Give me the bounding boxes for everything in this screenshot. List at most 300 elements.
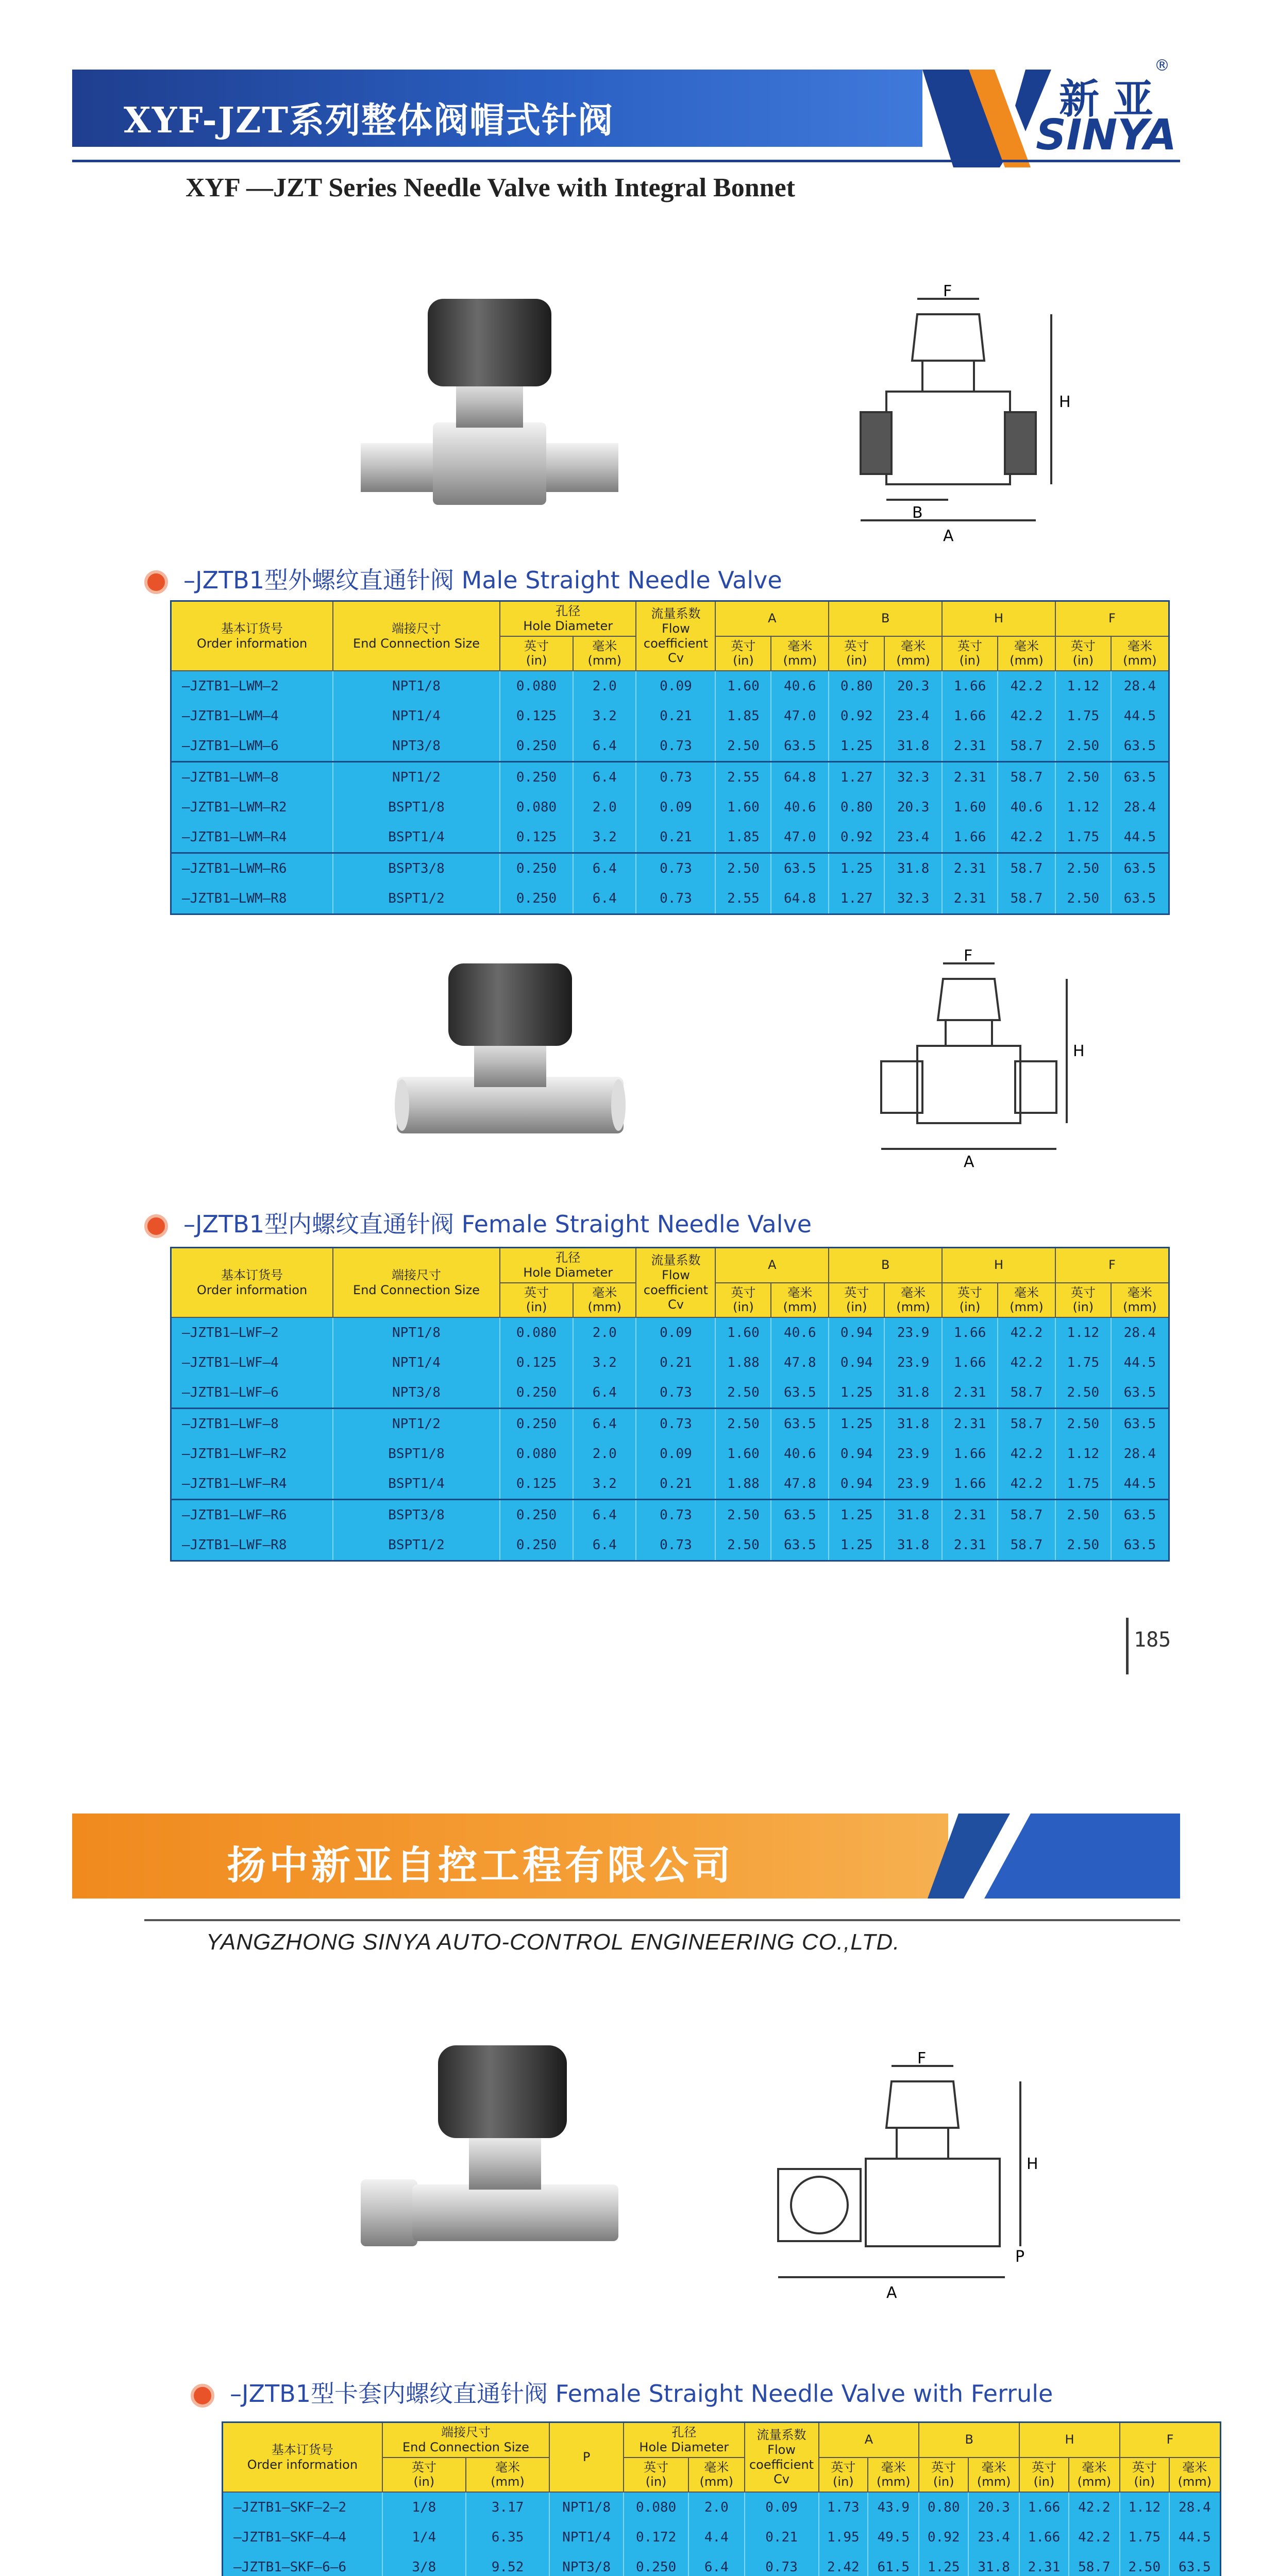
table-cell: 1.25 (829, 853, 884, 884)
table-cell: 1.12 (1055, 1317, 1111, 1348)
table-cell: 0.92 (919, 2522, 968, 2552)
table-cell: BSPT1/4 (333, 822, 500, 853)
table-cell: 63.5 (1111, 1378, 1169, 1409)
table-cell: 6.4 (573, 853, 636, 884)
table-cell: 2.50 (1055, 884, 1111, 914)
table-cell: 0.080 (500, 671, 573, 701)
sub-in: 英寸 (in) (624, 2458, 688, 2493)
sub-mm: 毫米 (mm) (573, 636, 636, 671)
table-cell: 1.66 (942, 822, 998, 853)
table-cell: 63.5 (771, 1409, 829, 1439)
table-cell: 2.50 (715, 1530, 771, 1561)
sub-mm: 毫米 (mm) (1069, 2458, 1120, 2493)
table-cell: 2.50 (1055, 1500, 1111, 1531)
table-cell: 0.250 (500, 1378, 573, 1409)
table-cell: 2.0 (573, 1439, 636, 1469)
table-cell: 1.12 (1055, 792, 1111, 822)
table-row (171, 762, 1169, 793)
table-row (171, 1317, 1169, 1348)
table-cell: 0.73 (636, 1409, 715, 1439)
table-cell: 44.5 (1169, 2522, 1221, 2552)
sub-mm: 毫米 (mm) (884, 1283, 942, 1318)
order-code-cell: –JZTB1–LWM–R4 (171, 822, 333, 853)
table-row (223, 2492, 1221, 2522)
table-cell: 63.5 (771, 731, 829, 762)
table-cell: 2.31 (942, 853, 998, 884)
sub-mm: 毫米 (mm) (968, 2458, 1019, 2493)
table-cell: 20.3 (884, 792, 942, 822)
table-row (171, 792, 1169, 822)
table-cell: 0.21 (745, 2522, 819, 2552)
table-cell: NPT1/8 (549, 2492, 624, 2522)
sub-mm: 毫米 (mm) (1111, 1283, 1169, 1318)
table-cell: 0.09 (745, 2492, 819, 2522)
table-cell: 0.73 (636, 884, 715, 914)
table-cell: 0.21 (636, 1348, 715, 1378)
bullet-icon (144, 1214, 168, 1238)
table-cell: NPT1/8 (333, 1317, 500, 1348)
table-cell: BSPT1/2 (333, 1530, 500, 1561)
col-cv: 流量系数 Flow coefficient Cv (636, 1248, 715, 1318)
table-cell: 23.4 (968, 2522, 1019, 2552)
logo-text-en: SINYA (1036, 111, 1177, 160)
table-cell: 32.3 (884, 884, 942, 914)
col-b: B (829, 1248, 942, 1283)
table-cell: 63.5 (1111, 884, 1169, 914)
table-cell: 0.94 (829, 1469, 884, 1500)
order-code-cell: –JZTB1–LWM–R2 (171, 792, 333, 822)
table-cell: 6.35 (466, 2522, 549, 2552)
header-rule (72, 160, 1180, 162)
table-cell: 0.73 (636, 853, 715, 884)
order-code-cell: –JZTB1–LWF–R4 (171, 1469, 333, 1500)
table-cell: 0.125 (500, 822, 573, 853)
male-valve-drawing (855, 282, 1092, 556)
table-cell: 63.5 (771, 1530, 829, 1561)
table-cell: 44.5 (1111, 701, 1169, 731)
table-cell: 20.3 (968, 2492, 1019, 2522)
table-cell: 28.4 (1111, 671, 1169, 701)
spec-table-female (170, 1247, 1170, 1562)
table-cell: 2.42 (819, 2552, 868, 2576)
table-cell: 58.7 (998, 1500, 1055, 1531)
table-cell: 0.09 (636, 1439, 715, 1469)
table-cell: 42.2 (998, 671, 1055, 701)
col-cv: 流量系数 Flow coefficient Cv (636, 601, 715, 671)
col-end-size: 端接尺寸 End Connection Size (382, 2422, 549, 2458)
bullet-icon (144, 570, 168, 594)
table-cell: 58.7 (998, 1530, 1055, 1561)
table-cell: 0.73 (636, 1530, 715, 1561)
dim-label-a: A (964, 1153, 974, 1171)
table-cell: 2.50 (715, 1378, 771, 1409)
table-row (171, 701, 1169, 731)
table-row (171, 822, 1169, 853)
table-cell: 0.73 (745, 2552, 819, 2576)
table-cell: 0.080 (500, 1439, 573, 1469)
table-cell: 2.55 (715, 884, 771, 914)
table-cell: 47.0 (771, 822, 829, 853)
table-cell: 40.6 (771, 671, 829, 701)
col-h: H (942, 1248, 1055, 1283)
table-cell: 1.66 (942, 671, 998, 701)
table-cell: 0.125 (500, 1348, 573, 1378)
table-cell: BSPT1/4 (333, 1469, 500, 1500)
sub-in: 英寸 (in) (715, 1283, 771, 1318)
dim-label-f: F (964, 947, 973, 965)
sub-in: 英寸 (in) (1120, 2458, 1169, 2493)
table-cell: 1/8 (382, 2492, 466, 2522)
table-cell: 0.09 (636, 792, 715, 822)
table-cell: 63.5 (771, 853, 829, 884)
order-code-cell: –JZTB1–SKF–4–4 (223, 2522, 382, 2552)
table-cell: 1.12 (1055, 671, 1111, 701)
table-cell: 1.60 (715, 671, 771, 701)
order-code-cell: –JZTB1–LWF–R2 (171, 1439, 333, 1469)
sub-in: 英寸 (in) (715, 636, 771, 671)
order-code-cell: –JZTB1–LWM–R6 (171, 853, 333, 884)
table-cell: 44.5 (1111, 822, 1169, 853)
table-row (171, 853, 1169, 884)
table-cell: 31.8 (884, 853, 942, 884)
table-cell: 1.25 (829, 1378, 884, 1409)
col-h: H (1019, 2422, 1120, 2458)
sub-in: 英寸 (in) (819, 2458, 868, 2493)
table-cell: 4.4 (688, 2522, 744, 2552)
table-cell: 31.8 (968, 2552, 1019, 2576)
table-cell: BSPT1/8 (333, 1439, 500, 1469)
table-cell: 42.2 (998, 1469, 1055, 1500)
table-row (171, 1469, 1169, 1500)
table-cell: 1.75 (1055, 701, 1111, 731)
table-cell: 2.0 (573, 792, 636, 822)
section-heading-ferrule: –JZTB1型卡套内螺纹直通针阀 Female Straight Needle Valve with Ferrule (191, 2375, 1053, 2409)
table-cell: NPT3/8 (333, 1378, 500, 1409)
table-cell: 2.0 (573, 671, 636, 701)
company-name-cn: 扬中新亚自控工程有限公司 (227, 1842, 734, 1888)
table-cell: 63.5 (1111, 731, 1169, 762)
table-cell: 58.7 (998, 1378, 1055, 1409)
bullet-icon (191, 2384, 214, 2408)
sub-mm: 毫米 (mm) (868, 2458, 919, 2493)
ferrule-valve-photo (356, 2040, 624, 2267)
table-cell: 6.4 (573, 1378, 636, 1409)
table-cell: 1.60 (715, 1439, 771, 1469)
order-code-cell: –JZTB1–LWF–6 (171, 1378, 333, 1409)
section-heading-female: –JZTB1型内螺纹直通针阀 Female Straight Needle Valve (144, 1206, 812, 1240)
table-cell: NPT1/2 (333, 762, 500, 793)
table-cell: 1.27 (829, 762, 884, 793)
table-cell: 2.50 (1055, 1530, 1111, 1561)
table-cell: 0.94 (829, 1348, 884, 1378)
table-cell: 31.8 (884, 1530, 942, 1561)
table-cell: 49.5 (868, 2522, 919, 2552)
table-row (171, 1439, 1169, 1469)
table-cell: 0.09 (636, 671, 715, 701)
col-h: H (942, 601, 1055, 636)
company-rule (144, 1919, 1180, 1921)
dim-label-h: H (1027, 2155, 1038, 2173)
table-cell: 1.25 (829, 731, 884, 762)
table-cell: 0.250 (500, 731, 573, 762)
order-code-cell: –JZTB1–LWF–8 (171, 1409, 333, 1439)
col-hole: 孔径 Hole Diameter (500, 1248, 636, 1283)
table-cell: 0.250 (500, 1530, 573, 1561)
sub-mm: 毫米 (mm) (998, 1283, 1055, 1318)
dim-label-b: B (912, 504, 923, 522)
col-b: B (829, 601, 942, 636)
page-number: 185 (1134, 1628, 1171, 1652)
female-valve-drawing (871, 947, 1087, 1171)
table-cell: 3.2 (573, 1469, 636, 1500)
order-code-cell: –JZTB1–LWM–8 (171, 762, 333, 793)
table-cell: 1.25 (829, 1500, 884, 1531)
table-cell: 1.60 (715, 792, 771, 822)
table-cell: 0.250 (624, 2552, 688, 2576)
table-cell: 23.4 (884, 701, 942, 731)
logo-text-cn: 新 亚 (1059, 76, 1154, 123)
company-name-en: YANGZHONG SINYA AUTO-CONTROL ENGINEERING CO.,LTD. (206, 1929, 900, 1955)
table-cell: 0.73 (636, 762, 715, 793)
table-cell: 2.50 (715, 853, 771, 884)
page-title-cn: XYF-JZT系列整体阀帽式针阀 (124, 100, 614, 141)
table-cell: 1.66 (942, 1348, 998, 1378)
table-cell: 2.31 (942, 731, 998, 762)
table-cell: 28.4 (1111, 792, 1169, 822)
table-cell: 6.4 (573, 1500, 636, 1531)
table-cell: 2.31 (942, 1378, 998, 1409)
table-cell: 0.73 (636, 1378, 715, 1409)
table-cell: 61.5 (868, 2552, 919, 2576)
table-row (171, 884, 1169, 914)
table-cell: 2.0 (688, 2492, 744, 2522)
table-cell: 64.8 (771, 884, 829, 914)
col-f: F (1055, 1248, 1169, 1283)
table-cell: 2.0 (573, 1317, 636, 1348)
table-cell: 2.50 (1055, 731, 1111, 762)
table-cell: 2.31 (942, 1530, 998, 1561)
dim-label-p: P (1015, 2248, 1025, 2266)
dim-label-f: F (943, 282, 952, 300)
table-cell: 0.21 (636, 701, 715, 731)
table-cell: 1.66 (942, 1469, 998, 1500)
dim-label-h: H (1073, 1042, 1085, 1060)
table-cell: 63.5 (1111, 1530, 1169, 1561)
col-cv: 流量系数 Flow coefficient Cv (745, 2422, 819, 2493)
sub-mm: 毫米 (mm) (1111, 636, 1169, 671)
table-cell: BSPT1/8 (333, 792, 500, 822)
table-cell: NPT1/8 (333, 671, 500, 701)
table-cell: 23.4 (884, 822, 942, 853)
banner-stripes (928, 1814, 1180, 1899)
col-p: P (549, 2422, 624, 2493)
sub-mm: 毫米 (mm) (688, 2458, 744, 2493)
table-cell: 1.75 (1055, 1348, 1111, 1378)
table-cell: 0.080 (500, 792, 573, 822)
table-row (223, 2552, 1221, 2576)
table-cell: NPT1/2 (333, 1409, 500, 1439)
table-row (171, 1348, 1169, 1378)
table-cell: 1.66 (942, 1317, 998, 1348)
sub-mm: 毫米 (mm) (771, 636, 829, 671)
sub-in: 英寸 (in) (829, 636, 884, 671)
page-number-bar (1126, 1618, 1129, 1674)
table-cell: 43.9 (868, 2492, 919, 2522)
table-cell: 1.85 (715, 822, 771, 853)
table-cell: 58.7 (998, 762, 1055, 793)
order-code-cell: –JZTB1–LWM–6 (171, 731, 333, 762)
table-cell: 2.50 (715, 731, 771, 762)
col-b: B (919, 2422, 1019, 2458)
table-cell: 1.27 (829, 884, 884, 914)
table-cell: 0.73 (636, 731, 715, 762)
sub-in: 英寸 (in) (919, 2458, 968, 2493)
table-cell: 0.250 (500, 1409, 573, 1439)
col-f: F (1055, 601, 1169, 636)
order-code-cell: –JZTB1–LWF–R8 (171, 1530, 333, 1561)
col-order: 基本订货号 Order information (171, 1248, 333, 1318)
table-cell: 1.66 (1019, 2492, 1069, 2522)
table-cell: 42.2 (1069, 2492, 1120, 2522)
sub-in: 英寸 (in) (829, 1283, 884, 1318)
table-cell: NPT1/4 (549, 2522, 624, 2552)
table-cell: 1.85 (715, 701, 771, 731)
table-cell: 2.50 (715, 1409, 771, 1439)
table-cell: 63.5 (771, 1500, 829, 1531)
table-cell: 42.2 (998, 1348, 1055, 1378)
col-end-size: 端接尺寸 End Connection Size (333, 1248, 500, 1318)
order-code-cell: –JZTB1–LWF–4 (171, 1348, 333, 1378)
table-cell: 42.2 (998, 701, 1055, 731)
table-cell: 63.5 (1111, 1500, 1169, 1531)
table-cell: 2.31 (942, 884, 998, 914)
table-cell: 3.2 (573, 1348, 636, 1378)
table-cell: 0.92 (829, 701, 884, 731)
table-cell: 1.75 (1120, 2522, 1169, 2552)
col-a: A (819, 2422, 919, 2458)
sub-mm: 毫米 (mm) (771, 1283, 829, 1318)
table-cell: 63.5 (1111, 1409, 1169, 1439)
table-cell: 0.21 (636, 822, 715, 853)
table-cell: 1.12 (1120, 2492, 1169, 2522)
table-cell: 2.50 (1055, 1378, 1111, 1409)
sub-mm: 毫米 (mm) (1169, 2458, 1221, 2493)
table-cell: 1.66 (1019, 2522, 1069, 2552)
table-cell: 6.4 (573, 762, 636, 793)
table-cell: 1.88 (715, 1348, 771, 1378)
table-cell: 0.94 (829, 1317, 884, 1348)
table-cell: 0.250 (500, 762, 573, 793)
sub-in: 英寸 (in) (942, 1283, 998, 1318)
dim-label-h: H (1059, 393, 1071, 411)
table-cell: 3/8 (382, 2552, 466, 2576)
table-cell: 23.9 (884, 1439, 942, 1469)
ferrule-valve-drawing (763, 2049, 1082, 2313)
order-code-cell: –JZTB1–LWF–2 (171, 1317, 333, 1348)
table-cell: 28.4 (1111, 1439, 1169, 1469)
table-cell: 42.2 (1069, 2522, 1120, 2552)
table-cell: 23.9 (884, 1317, 942, 1348)
col-hole: 孔径 Hole Diameter (624, 2422, 744, 2458)
table-cell: 0.172 (624, 2522, 688, 2552)
table-cell: BSPT3/8 (333, 1500, 500, 1531)
table-cell: NPT3/8 (333, 731, 500, 762)
table-cell: 0.80 (919, 2492, 968, 2522)
sub-in: 英寸 (in) (1055, 636, 1111, 671)
table-cell: 2.50 (1055, 853, 1111, 884)
table-cell: 1.66 (942, 701, 998, 731)
table-cell: 1.75 (1055, 822, 1111, 853)
table-cell: 1.25 (919, 2552, 968, 2576)
order-code-cell: –JZTB1–LWM–R8 (171, 884, 333, 914)
table-cell: 0.125 (500, 701, 573, 731)
table-cell: 1.73 (819, 2492, 868, 2522)
table-cell: 0.92 (829, 822, 884, 853)
table-cell: 31.8 (884, 1409, 942, 1439)
table-row (171, 731, 1169, 762)
table-cell: 2.31 (942, 762, 998, 793)
sub-in: 英寸 (in) (500, 1283, 573, 1318)
table-cell: 1/4 (382, 2522, 466, 2552)
section-heading-male: –JZTB1型外螺纹直通针阀 Male Straight Needle Valve (144, 562, 782, 596)
spec-table-male (170, 600, 1170, 915)
table-cell: 2.31 (1019, 2552, 1069, 2576)
col-order: 基本订货号 Order information (171, 601, 333, 671)
sub-in: 英寸 (in) (1019, 2458, 1069, 2493)
col-end-size: 端接尺寸 End Connection Size (333, 601, 500, 671)
table-cell: 23.9 (884, 1469, 942, 1500)
sub-mm: 毫米 (mm) (466, 2458, 549, 2493)
table-cell: 0.73 (636, 1500, 715, 1531)
table-cell: 1.25 (829, 1409, 884, 1439)
table-cell: 40.6 (998, 792, 1055, 822)
table-cell: 42.2 (998, 822, 1055, 853)
sub-in: 英寸 (in) (942, 636, 998, 671)
table-cell: 58.7 (1069, 2552, 1120, 2576)
order-code-cell: –JZTB1–LWM–2 (171, 671, 333, 701)
table-cell: 2.50 (1120, 2552, 1169, 2576)
table-cell: 32.3 (884, 762, 942, 793)
table-cell: 0.080 (500, 1317, 573, 1348)
table-cell: 44.5 (1111, 1348, 1169, 1378)
table-cell: 1.75 (1055, 1469, 1111, 1500)
table-cell: 28.4 (1169, 2492, 1221, 2522)
table-cell: 2.31 (942, 1409, 998, 1439)
male-valve-photo (356, 289, 624, 510)
registered-mark: ® (1154, 57, 1170, 75)
order-code-cell: –JZTB1–LWM–4 (171, 701, 333, 731)
table-cell: 0.09 (636, 1317, 715, 1348)
table-cell: 3.2 (573, 822, 636, 853)
order-code-cell: –JZTB1–LWF–R6 (171, 1500, 333, 1531)
table-cell: 6.4 (573, 884, 636, 914)
table-cell: 64.8 (771, 762, 829, 793)
table-cell: 47.8 (771, 1348, 829, 1378)
table-cell: 0.250 (500, 1500, 573, 1531)
table-cell: NPT1/4 (333, 1348, 500, 1378)
table-cell: 40.6 (771, 1439, 829, 1469)
order-code-cell: –JZTB1–SKF–2–2 (223, 2492, 382, 2522)
table-cell: 63.5 (1111, 853, 1169, 884)
table-cell: 3.17 (466, 2492, 549, 2522)
table-cell: BSPT3/8 (333, 853, 500, 884)
spec-table-ferrule (222, 2421, 1221, 2576)
table-row (171, 1409, 1169, 1439)
table-cell: NPT3/8 (549, 2552, 624, 2576)
table-cell: 2.50 (1055, 762, 1111, 793)
table-row (171, 1530, 1169, 1561)
table-cell: 1.95 (819, 2522, 868, 2552)
